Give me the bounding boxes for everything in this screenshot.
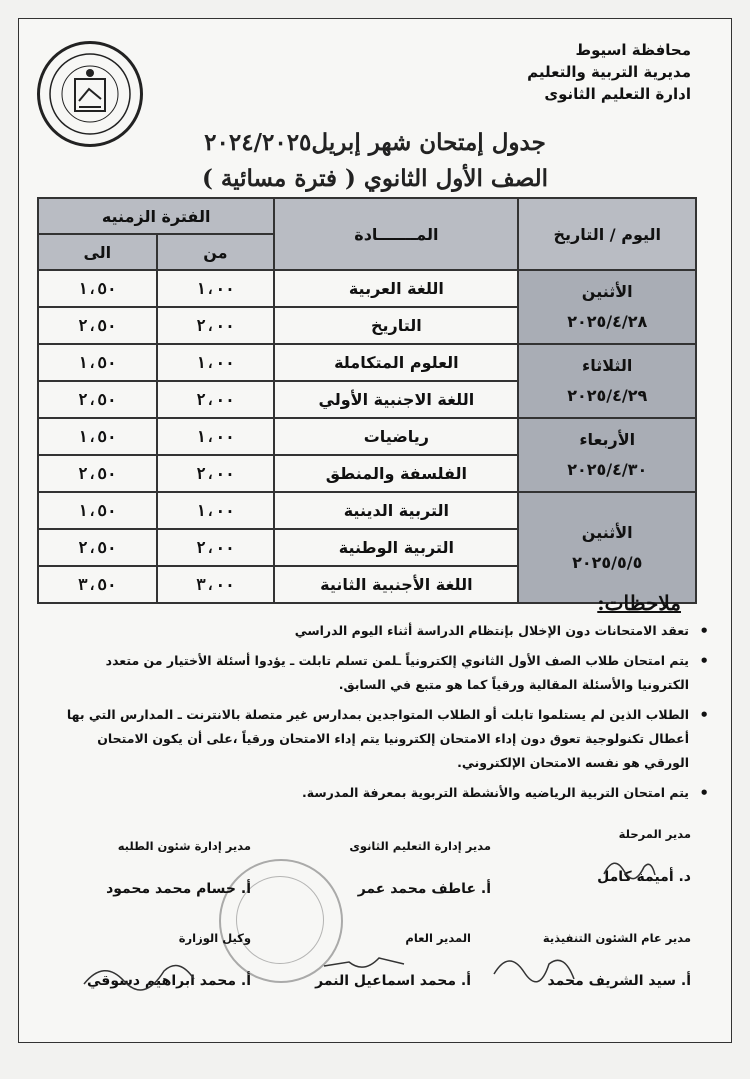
from-cell: ٢،٠٠ bbox=[157, 455, 275, 492]
day-date-cell bbox=[518, 418, 696, 492]
date-label: ٢٠٢٥/٤/٣٠ bbox=[567, 460, 648, 479]
header-period: الفترة الزمنيه bbox=[38, 198, 274, 234]
to-cell: ٢،٥٠ bbox=[38, 529, 157, 566]
directorate-label: مديرية التربية والتعليم bbox=[527, 63, 691, 81]
date-label: ٢٠٢٥/٤/٢٩ bbox=[567, 386, 648, 405]
list-item: • الطلاب الذين لم يستلموا تابلت أو الطلاب المتواجدين بمدارس غير متصلة بالانترنت ـ المدارس التي بها أعطال تكنولوجية تعوق دون إداء الامتحان إلكترونيا يتم إداء الامتحان ورقياً ،على أن يكون الامتحان الورقي هو نفسه الامتحان الإلكتروني. bbox=[51, 703, 711, 775]
from-cell: ٢،٠٠ bbox=[157, 307, 275, 344]
signature-name: أ. محمد اسماعيل النمر bbox=[315, 973, 471, 989]
day-label: الأثنين bbox=[581, 282, 633, 301]
day-label: الثلاثاء bbox=[582, 356, 633, 375]
signature-name: د. أميمة كامل bbox=[597, 869, 691, 885]
subject-cell: رياضيات bbox=[274, 418, 518, 455]
date-label: ٢٠٢٥/٥/٥ bbox=[572, 552, 643, 572]
subject-cell: التاريخ bbox=[274, 307, 518, 344]
subject-cell: اللغة الاجنبية الأولي bbox=[274, 381, 518, 418]
table-row bbox=[38, 344, 696, 381]
handwritten-signature-icon bbox=[489, 944, 579, 989]
notes-list bbox=[51, 619, 711, 811]
signature-name: أ. عاطف محمد عمر bbox=[357, 881, 491, 897]
table-row bbox=[38, 270, 696, 307]
list-item: • يتم امتحان التربية الرياضيه والأنشطة التربوية بمعرفة المدرسة. bbox=[51, 781, 711, 805]
document-page bbox=[18, 18, 732, 1043]
date-label: ٢٠٢٥/٤/٢٨ bbox=[567, 312, 648, 331]
handwritten-signature-icon bbox=[599, 849, 659, 889]
subject-cell: الفلسفة والمنطق bbox=[274, 455, 518, 492]
page-title: جدول إمتحان شهر إبريل٢٠٢٤/٢٠٢٥ bbox=[204, 129, 546, 156]
subject-cell: التربية الوطنية bbox=[274, 529, 518, 566]
handwritten-signature-icon bbox=[79, 949, 199, 999]
signature-name: أ. محمد ابراهيم دسوقي bbox=[87, 973, 251, 989]
signature-name: أ. سيد الشريف محمد bbox=[547, 973, 691, 989]
from-cell: ١،٠٠ bbox=[157, 418, 275, 455]
day-date-cell bbox=[518, 492, 696, 603]
to-cell: ٢،٥٠ bbox=[38, 455, 157, 492]
header-block bbox=[527, 39, 691, 105]
header-subject: المـــــــادة bbox=[274, 198, 518, 270]
day-label: الأربعاء bbox=[579, 430, 636, 449]
subject-cell: التربية الدينية bbox=[274, 492, 518, 529]
signature-secondary-director bbox=[349, 839, 491, 897]
notes-heading: ملاحظات: bbox=[597, 591, 681, 615]
signature-title: وكيل الوزارة bbox=[178, 931, 251, 945]
from-cell: ٣،٠٠ bbox=[157, 566, 275, 603]
table-row bbox=[38, 492, 696, 529]
from-cell: ١،٠٠ bbox=[157, 492, 275, 529]
signature-name: أ. حسام محمد محمود bbox=[106, 881, 251, 897]
list-item: • يتم امتحان طلاب الصف الأول الثانوي إلكترونياً ـلمن تسلم تابلت ـ يؤدوا أسئلة الأختيار من متعدد الكترونيا والأسئلة المقالية ورقياً كما هو متبع في السابق. bbox=[51, 649, 711, 697]
from-cell: ٢،٠٠ bbox=[157, 381, 275, 418]
signature-title: المدير العام bbox=[405, 931, 471, 945]
to-cell: ٢،٥٠ bbox=[38, 381, 157, 418]
header-to: الى bbox=[38, 234, 157, 270]
to-cell: ١،٥٠ bbox=[38, 344, 157, 381]
signature-title: مدير عام الشئون التنفيذية bbox=[542, 931, 691, 945]
signature-title: مدير إدارة التعليم الثانوى bbox=[349, 839, 491, 853]
from-cell: ١،٠٠ bbox=[157, 344, 275, 381]
exam-schedule-table bbox=[37, 197, 697, 604]
handwritten-signature-icon bbox=[319, 944, 409, 984]
signature-student-affairs bbox=[106, 839, 251, 897]
signature-title: مدير إدارة شئون الطلبه bbox=[117, 839, 251, 853]
day-date-cell bbox=[518, 270, 696, 344]
governorate-label: محافظة اسيوط bbox=[575, 41, 691, 59]
administration-label: ادارة التعليم الثانوى bbox=[544, 85, 691, 103]
to-cell: ١،٥٠ bbox=[38, 418, 157, 455]
subject-cell: العلوم المتكاملة bbox=[274, 344, 518, 381]
subject-cell: اللغة الأجنبية الثانية bbox=[274, 566, 518, 603]
header-from: من bbox=[157, 234, 275, 270]
from-cell: ٢،٠٠ bbox=[157, 529, 275, 566]
page-subtitle: الصف الأول الثانوي ( فترة مسائية ) bbox=[201, 165, 549, 192]
subject-cell: اللغة العربية bbox=[274, 270, 518, 307]
table-row bbox=[38, 418, 696, 455]
list-item: • تعقد الامتحانات دون الإخلال بإنتظام الدراسة أثناء اليوم الدراسي bbox=[51, 619, 711, 643]
to-cell: ٣،٥٠ bbox=[38, 566, 157, 603]
signature-title: مدير المرحلة bbox=[618, 827, 691, 841]
day-date-cell bbox=[518, 344, 696, 418]
to-cell: ١،٥٠ bbox=[38, 492, 157, 529]
to-cell: ١،٥٠ bbox=[38, 270, 157, 307]
to-cell: ٢،٥٠ bbox=[38, 307, 157, 344]
header-day-date: اليوم / التاريخ bbox=[518, 198, 696, 270]
from-cell: ١،٠٠ bbox=[157, 270, 275, 307]
day-label: الأثنين bbox=[581, 522, 633, 542]
